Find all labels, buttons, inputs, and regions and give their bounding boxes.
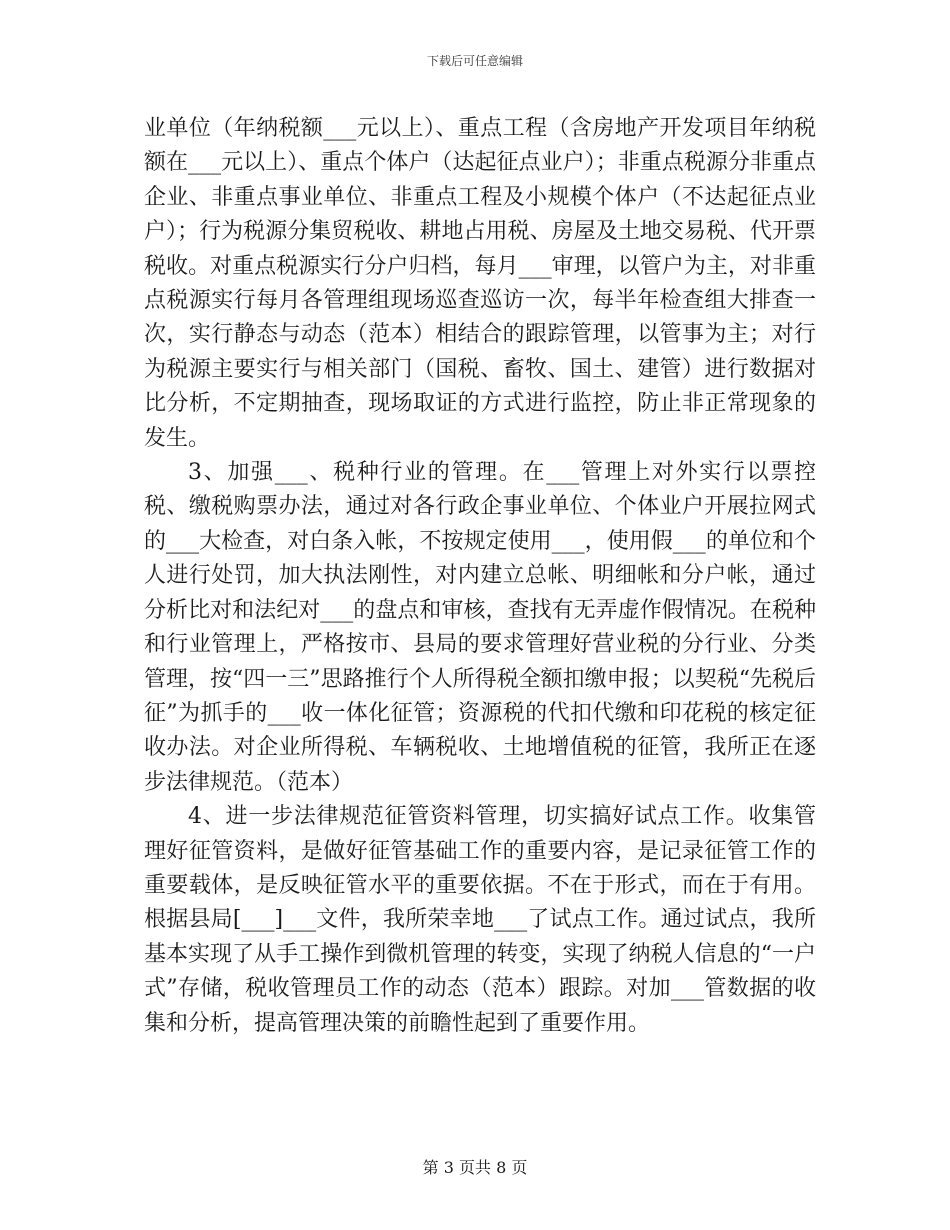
page-header: 下载后可任意编辑 xyxy=(426,54,523,68)
paragraph-continued: 业单位（年纳税额___元以上）、重点工程（含房地产开发项目年纳税额在___元以上）、重点个体户（达起征点业户）；非重点税源分非重点企业、非重点事业单位、非重点工程及小规模个体户（不达起征点业户）；行为税源分集贸税收、耕地占用税、房屋及土地交易税、代开票税收。对重点税源实行分户归档，每月___审理，以管户为主，对非重点税源实行每月各管理组现场巡查巡访一次，每半年检查组大排查一次，实行静态与动态（范本）相结合的跟踪管理，以管事为主；对行为税源主要实行与相关部门（国税、畜牧、国土、建管）进行数据对比分析，不定期抽查，现场取证的方式进行监控，防止非正常现象的发生。 xyxy=(144,116,816,451)
page-footer: 第 3 页共 8 页 xyxy=(422,1158,528,1177)
paragraph-item-4: 4、进一步法律规范征管资料管理，切实搞好试点工作。收集管理好征管资料，是做好征管基础工作的重要内容，是记录征管工作的重要载体，是反映征管水平的重要依据。不在于形式，而在于有用。根据县局[___]___文件，我所荣幸地___了试点工作。通过试点，我所基本实现了从手工操作到微机管理的转变，实现了纳税人信息的“一户式”存储，税收管理员工作的动态（范本）跟踪。对加___管数据的收集和分析，提高管理决策的前瞻性起到了重要作用。 xyxy=(144,804,816,1036)
document-body xyxy=(144,112,816,1041)
paragraph-item-3: 3、加强___、税种行业的管理。在___管理上对外实行以票控税、缴税购票办法，通过对各行政企事业单位、个体业户开展拉网式的___大检查，对白条入帐，不按规定使用___，使用假___的单位和个人进行处罚，加大执法刚性，对内建立总帐、明细帐和分户帐，通过分析比对和法纪对___的盘点和审核，查找有无弄虚作假情况。在税种和行业管理上，严格按市、县局的要求管理好营业税的分行业、分类管理，按“四一三”思路推行个人所得税全额扣缴申报；以契税“先税后征”为抓手的___收一体化征管；资源税的代扣代缴和印花税的核定征收办法。对企业所得税、车辆税收、土地增值税的征管，我所正在逐步法律规范。（范本） xyxy=(144,460,816,795)
